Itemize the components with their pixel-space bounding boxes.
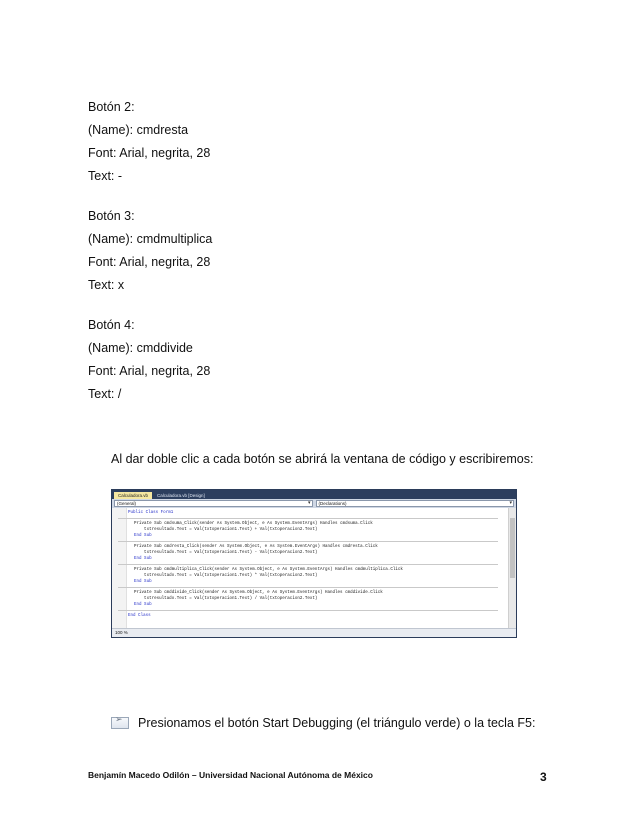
general-combo: (General) ▾ [114, 500, 313, 507]
para-line: Font: Arial, negrita, 28 [88, 146, 211, 160]
code-line: Private Sub cmddivide_Click(sender As System.Object, e As System.EventArgs) Handles cmddivide.Click [134, 591, 383, 595]
member-combos [112, 499, 516, 508]
method-separator [118, 564, 498, 565]
vertical-scrollbar [508, 508, 516, 628]
para-line: Botón 4: [88, 318, 135, 332]
code-line: End Sub [134, 580, 152, 584]
code-line: txtresultado.Text = Val(txtoperacion1.Text) + Val(txtoperacion2.Text) [134, 528, 318, 532]
para-line: Text: - [88, 169, 123, 183]
editor-tabs [112, 490, 516, 499]
code-line: End Sub [134, 557, 152, 561]
code-editor-screenshot [111, 489, 517, 638]
code-line: End Sub [134, 603, 152, 607]
method-separator [118, 587, 498, 588]
bullet-instruction [111, 716, 535, 730]
page-footer: Benjamín Macedo Odilón – Universidad Nacional Autónoma de México [88, 770, 373, 780]
para-line: (Name): cmddivide [88, 341, 193, 355]
declarations-combo: (Declarations) ▾ [316, 500, 515, 507]
method-separator [118, 518, 498, 519]
para-line: Font: Arial, negrita, 28 [88, 364, 211, 378]
button4-properties [88, 318, 210, 410]
intro-text: Al dar doble clic a cada botón se abrirá la ventana de código y escribiremos: [111, 452, 534, 466]
code-line: Public Class Form1 [128, 511, 174, 515]
para-line: (Name): cmdresta [88, 123, 189, 137]
arrow-bullet-icon [111, 717, 129, 729]
para-line: (Name): cmdmultiplica [88, 232, 213, 246]
para-line: Text: x [88, 278, 125, 292]
para-line: Font: Arial, negrita, 28 [88, 255, 211, 269]
code-line: txtresultado.Text = Val(txtoperacion1.Text) - Val(txtoperacion2.Text) [134, 551, 318, 555]
code-line: Private Sub cmdsuma_Click(sender As System.Object, e As System.EventArgs) Handles cmdsuma.Click [134, 522, 373, 526]
button3-properties [88, 209, 212, 301]
tab-design: Calculadora.vb [Design] [157, 493, 205, 498]
scrollbar-thumb [510, 518, 515, 578]
method-separator [118, 541, 498, 542]
code-line: txtresultado.Text = Val(txtoperacion1.Text) / Val(txtoperacion2.Text) [134, 597, 318, 601]
para-line: Text: / [88, 387, 122, 401]
tab-code: Calculadora.vb [114, 492, 152, 499]
code-line: Private Sub cmdmultiplica_Click(sender As System.Object, e As System.EventArgs) Handles cmdmultiplica.Click [134, 568, 403, 572]
bullet-text: Presionamos el botón Start Debugging (el triángulo verde) o la tecla F5: [138, 716, 536, 730]
code-line: End Sub [134, 534, 152, 538]
zoom-status: 100 % [112, 628, 516, 637]
button2-properties [88, 100, 210, 192]
para-line: Botón 2: [88, 100, 135, 114]
code-line: txtresultado.Text = Val(txtoperacion1.Text) * Val(txtoperacion2.Text) [134, 574, 318, 578]
code-listing [128, 510, 498, 619]
para-line: Botón 3: [88, 209, 135, 223]
code-area [112, 508, 508, 628]
method-separator [118, 610, 498, 611]
code-line: End Class [128, 614, 151, 618]
page-number: 3 [540, 770, 547, 784]
code-line: Private Sub cmdresta_Click(sender As System.Object, e As System.EventArgs) Handles cmdresta.Click [134, 545, 378, 549]
